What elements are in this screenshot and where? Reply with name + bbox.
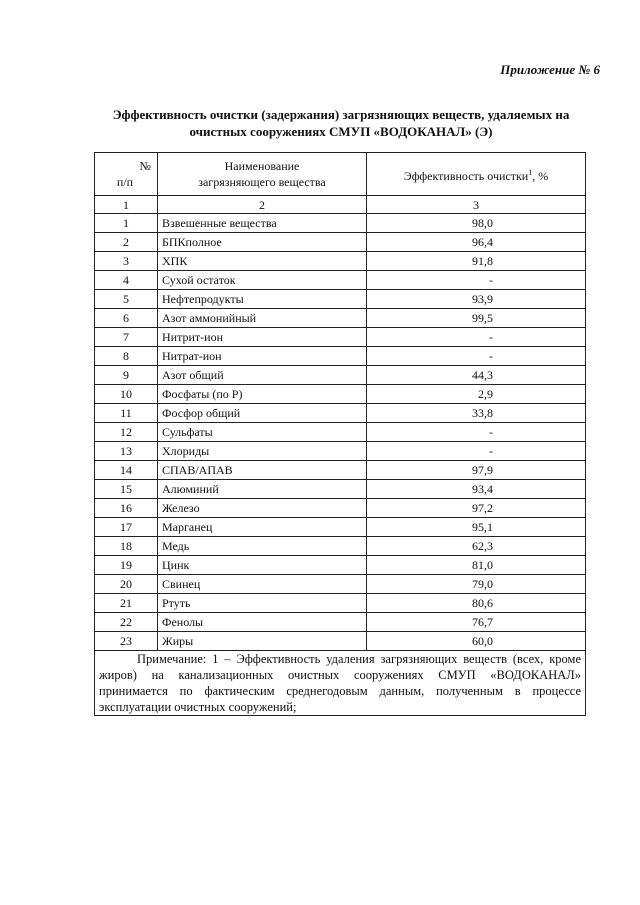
table-row xyxy=(95,290,586,309)
row-number: 16 xyxy=(95,499,158,518)
row-efficiency: 93,9 xyxy=(367,290,586,309)
row-number: 8 xyxy=(95,347,158,366)
row-number: 5 xyxy=(95,290,158,309)
table-row xyxy=(95,347,586,366)
row-number: 22 xyxy=(95,613,158,632)
header-efficiency-unit: , % xyxy=(532,168,549,183)
row-efficiency: 62,3 xyxy=(367,537,586,556)
header-substance xyxy=(158,153,367,196)
row-number: 12 xyxy=(95,423,158,442)
appendix-label: Приложение № 6 xyxy=(500,62,600,77)
row-number: 3 xyxy=(95,252,158,271)
table-row xyxy=(95,556,586,575)
column-number-row xyxy=(95,196,586,214)
row-substance: Хлориды xyxy=(158,442,367,461)
row-efficiency: 98,0 xyxy=(367,214,586,233)
row-efficiency: 96,4 xyxy=(367,233,586,252)
row-efficiency: 79,0 xyxy=(367,575,586,594)
row-substance: Азот аммонийный xyxy=(158,309,367,328)
row-number: 20 xyxy=(95,575,158,594)
row-number: 13 xyxy=(95,442,158,461)
row-substance: ХПК xyxy=(158,252,367,271)
row-efficiency: 97,2 xyxy=(367,499,586,518)
row-efficiency: 33,8 xyxy=(367,404,586,423)
row-substance: БПКполное xyxy=(158,233,367,252)
row-efficiency: - xyxy=(367,347,586,366)
row-substance: Нефтепродукты xyxy=(158,290,367,309)
row-substance: Алюминий xyxy=(158,480,367,499)
row-substance: Сухой остаток xyxy=(158,271,367,290)
table-row xyxy=(95,328,586,347)
table-row xyxy=(95,233,586,252)
table-row xyxy=(95,385,586,404)
row-substance: Фенолы xyxy=(158,613,367,632)
row-number: 18 xyxy=(95,537,158,556)
row-substance: Железо xyxy=(158,499,367,518)
note-text: Примечание: 1 – Эффективность удаления загрязняющих веществ (всех, кроме жиров) на канализационных очистных сооружениях СМУП «ВОДОКАНАЛ» принимается по фактическим среднегодовым данным, полученным в процессе эксплуатации очистных сооружений; xyxy=(99,652,581,714)
table-row xyxy=(95,575,586,594)
table-header-row xyxy=(95,153,586,196)
table-row xyxy=(95,632,586,651)
efficiency-table xyxy=(94,152,586,716)
row-efficiency: 97,9 xyxy=(367,461,586,480)
header-substance-line2: загрязняющего вещества xyxy=(198,175,326,189)
row-substance: Фосфаты (по Р) xyxy=(158,385,367,404)
row-number: 14 xyxy=(95,461,158,480)
table-row xyxy=(95,309,586,328)
header-efficiency-text: Эффективность очистки xyxy=(403,168,529,183)
row-efficiency: 80,6 xyxy=(367,594,586,613)
table-row xyxy=(95,442,586,461)
header-efficiency xyxy=(367,153,586,196)
header-efficiency-footnote: 1 xyxy=(528,167,533,177)
table-note-row xyxy=(95,651,586,716)
header-substance-line1: Наименование xyxy=(224,159,300,173)
table-row xyxy=(95,594,586,613)
row-substance: СПАВ/АПАВ xyxy=(158,461,367,480)
row-substance: Медь xyxy=(158,537,367,556)
column-number-2: 2 xyxy=(158,196,367,214)
table-row xyxy=(95,461,586,480)
row-substance: Свинец xyxy=(158,575,367,594)
column-number-3: 3 xyxy=(367,196,586,214)
row-substance: Фосфор общий xyxy=(158,404,367,423)
title-line-1: Эффективность очистки (задержания) загрязняющих веществ, удаляемых на xyxy=(112,107,570,122)
row-number: 11 xyxy=(95,404,158,423)
header-number xyxy=(95,153,158,196)
row-number: 10 xyxy=(95,385,158,404)
row-substance: Цинк xyxy=(158,556,367,575)
row-substance: Жиры xyxy=(158,632,367,651)
row-number: 6 xyxy=(95,309,158,328)
document-title xyxy=(96,106,586,140)
table-note xyxy=(95,651,586,716)
row-efficiency: 95,1 xyxy=(367,518,586,537)
row-number: 17 xyxy=(95,518,158,537)
table-row xyxy=(95,271,586,290)
row-efficiency: 2,9 xyxy=(367,385,586,404)
row-number: 1 xyxy=(95,214,158,233)
table-row xyxy=(95,366,586,385)
table-row xyxy=(95,252,586,271)
row-efficiency: 60,0 xyxy=(367,632,586,651)
row-efficiency: - xyxy=(367,442,586,461)
row-number: 7 xyxy=(95,328,158,347)
row-number: 2 xyxy=(95,233,158,252)
table-row xyxy=(95,480,586,499)
row-efficiency: 93,4 xyxy=(367,480,586,499)
row-efficiency: 44,3 xyxy=(367,366,586,385)
table-row xyxy=(95,214,586,233)
row-number: 21 xyxy=(95,594,158,613)
table-row xyxy=(95,404,586,423)
row-number: 23 xyxy=(95,632,158,651)
row-efficiency: - xyxy=(367,423,586,442)
row-efficiency: 91,8 xyxy=(367,252,586,271)
row-efficiency: 99,5 xyxy=(367,309,586,328)
title-line-2: очистных сооружениях СМУП «ВОДОКАНАЛ» (Э) xyxy=(189,124,493,139)
row-substance: Ртуть xyxy=(158,594,367,613)
row-efficiency: 76,7 xyxy=(367,613,586,632)
table-row xyxy=(95,499,586,518)
row-substance: Нитрит-ион xyxy=(158,328,367,347)
row-substance: Марганец xyxy=(158,518,367,537)
row-number: 19 xyxy=(95,556,158,575)
table-row xyxy=(95,613,586,632)
row-number: 4 xyxy=(95,271,158,290)
column-number-1: 1 xyxy=(95,196,158,214)
row-efficiency: - xyxy=(367,271,586,290)
header-number-line2: п/п xyxy=(116,175,134,189)
header-number-line1: № xyxy=(139,159,151,173)
row-efficiency: - xyxy=(367,328,586,347)
table-row xyxy=(95,423,586,442)
table-row xyxy=(95,537,586,556)
row-substance: Взвешенные вещества xyxy=(158,214,367,233)
row-substance: Сульфаты xyxy=(158,423,367,442)
row-efficiency: 81,0 xyxy=(367,556,586,575)
row-number: 15 xyxy=(95,480,158,499)
row-substance: Нитрат-ион xyxy=(158,347,367,366)
row-substance: Азот общий xyxy=(158,366,367,385)
table-row xyxy=(95,518,586,537)
row-number: 9 xyxy=(95,366,158,385)
